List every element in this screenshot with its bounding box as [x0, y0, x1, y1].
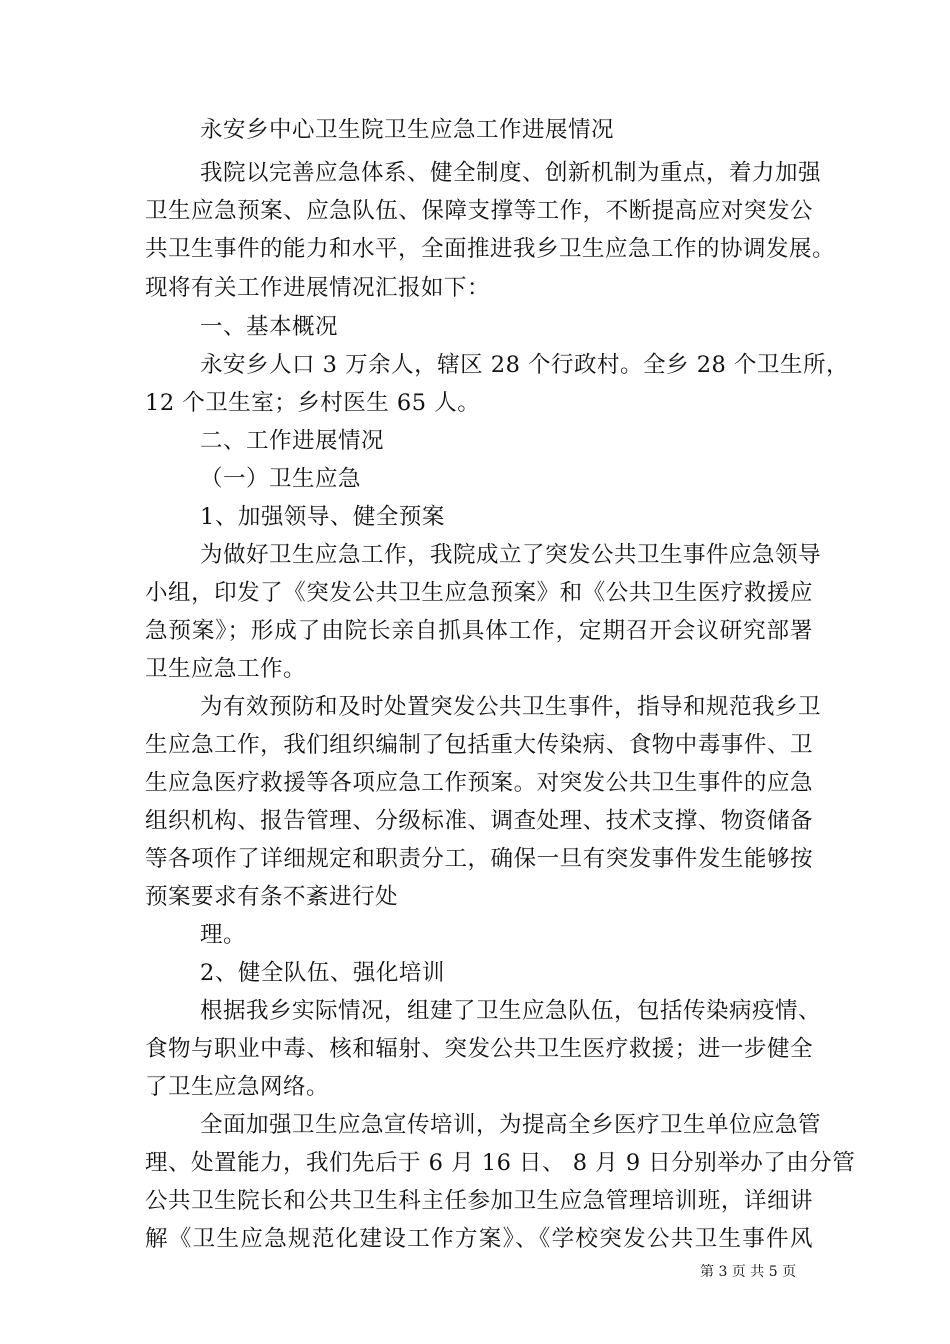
subsection-heading: （一）卫生应急 — [200, 466, 362, 492]
paragraph-line: 卫生应急预案、应急队伍、保障支撑等工作，不断提高应对突发公 — [145, 198, 813, 224]
paragraph-line: 解《卫生应急规范化建设工作方案》、《学校突发公共卫生事件风 — [145, 1226, 813, 1252]
paragraph-line: 食物与职业中毒、核和辐射、突发公共卫生医疗救援；进一步健全 — [145, 1036, 813, 1062]
paragraph-line: 为有效预防和及时处置突发公共卫生事件，指导和规范我乡卫 — [200, 694, 822, 720]
paragraph-line: 我院以完善应急体系、健全制度、创新机制为重点，着力加强 — [200, 160, 822, 186]
paragraph-line: 理、处置能力，我们先后于 6 月 16 日、 8 月 9 日分别举办了由分管 — [145, 1150, 856, 1176]
paragraph-line: 卫生应急工作。 — [145, 656, 307, 682]
paragraph-line: 现将有关工作进展情况汇报如下： — [145, 275, 491, 301]
document-title: 永安乡中心卫生院卫生应急工作进展情况 — [200, 117, 615, 143]
paragraph-line: 生应急医疗救援等各项应急工作预案。对突发公共卫生事件的应急 — [145, 770, 813, 796]
paragraph-line: 急预案》；形成了由院长亲自抓具体工作，定期召开会议研究部署 — [145, 618, 813, 644]
paragraph-line: 公共卫生院长和公共卫生科主任参加卫生应急管理培训班，详细讲 — [145, 1188, 813, 1214]
paragraph-line: 小组，印发了《突发公共卫生应急预案》和《公共卫生医疗救援应 — [145, 580, 813, 606]
paragraph-line: 组织机构、报告管理、分级标准、调查处理、技术支撑、物资储备 — [145, 808, 813, 834]
subsection-heading: 2、健全队伍、强化培训 — [200, 960, 445, 986]
paragraph-line: 生应急工作，我们组织编制了包括重大传染病、食物中毒事件、卫 — [145, 732, 813, 758]
paragraph-line: 预案要求有条不紊进行处 — [145, 884, 399, 910]
subsection-heading: 1、加强领导、健全预案 — [200, 504, 445, 530]
paragraph-line: 永安乡人口 3 万余人，辖区 28 个行政村。全乡 28 个卫生所， — [200, 352, 849, 378]
page-number-footer: 第 3 页 共 5 页 — [700, 1264, 797, 1280]
section-heading: 一、基本概况 — [200, 314, 339, 340]
paragraph-line: 了卫生应急网络。 — [145, 1074, 330, 1100]
paragraph-line: 等各项作了详细规定和职责分工，确保一旦有突发事件发生能够按 — [145, 846, 813, 872]
paragraph-line: 为做好卫生应急工作，我院成立了突发公共卫生事件应急领导 — [200, 542, 822, 568]
paragraph-line: 共卫生事件的能力和水平，全面推进我乡卫生应急工作的协调发展。 — [145, 236, 836, 262]
paragraph-line: 12 个卫生室；乡村医生 65 人。 — [145, 390, 481, 416]
paragraph-line: 理。 — [200, 922, 247, 948]
paragraph-line: 根据我乡实际情况，组建了卫生应急队伍，包括传染病疫情、 — [200, 998, 822, 1024]
paragraph-line: 全面加强卫生应急宣传培训，为提高全乡医疗卫生单位应急管 — [200, 1112, 822, 1138]
section-heading: 二、工作进展情况 — [200, 428, 385, 454]
